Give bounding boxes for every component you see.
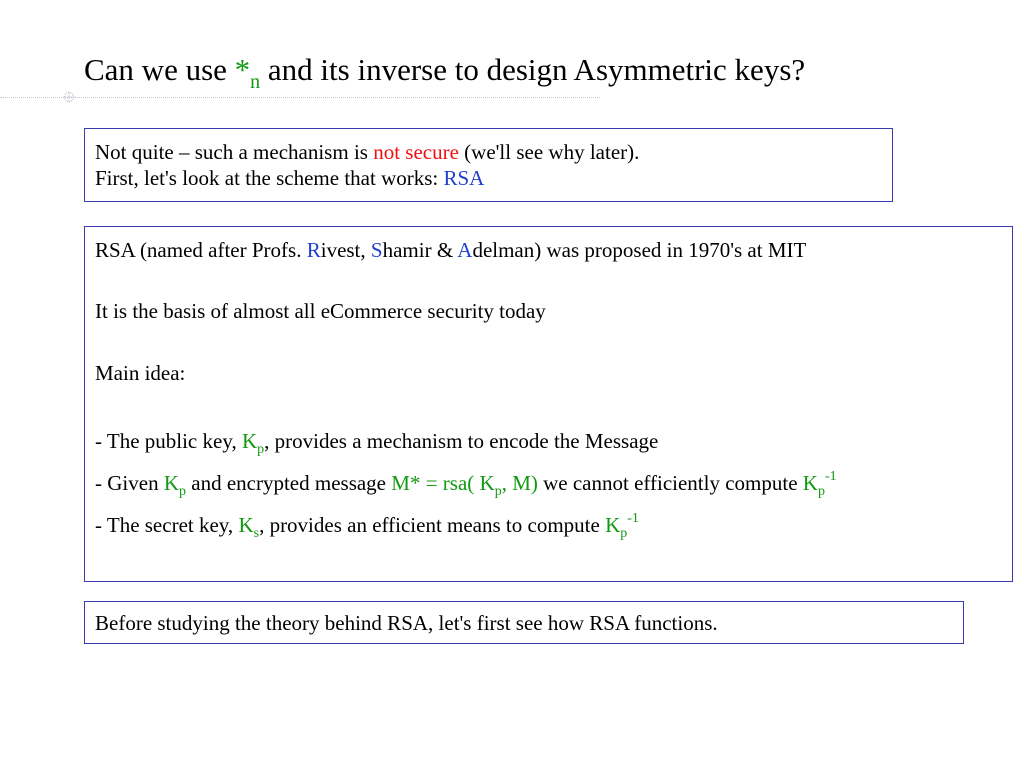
- kp-letter: K: [802, 471, 818, 495]
- kp-subscript: p: [620, 526, 628, 541]
- ks-subscript: s: [253, 526, 260, 541]
- kp-subscript: p: [494, 484, 502, 499]
- inverse-superscript: -1: [627, 511, 639, 526]
- kp-symbol: [241, 429, 265, 457]
- intro-line-1-text: Not quite – such a mechanism is: [95, 140, 374, 164]
- next-step-text: Before studying the theory behind RSA, let's first see how RSA functions.: [95, 611, 718, 635]
- given-mid-text: and encrypted message: [186, 471, 392, 495]
- initial-a: A: [457, 238, 473, 262]
- rsa-named-line: [95, 237, 1012, 263]
- kp-letter: K: [479, 471, 495, 495]
- intro-line-2-text: First, let's look at the scheme that works:: [95, 166, 444, 190]
- given-line: [95, 469, 1012, 499]
- title-pre: Can we use: [84, 52, 235, 87]
- divider-ornament-icon: [63, 91, 75, 103]
- not-secure-highlight: not secure: [373, 140, 459, 164]
- slide-title: [84, 50, 805, 102]
- intro-box: [84, 128, 893, 202]
- given-text: - Given: [95, 471, 164, 495]
- public-key-tail: , provides a mechanism to encode the Message: [264, 429, 659, 453]
- named-text: RSA (named after Profs.: [95, 238, 307, 262]
- rsa-formula-post: , M): [501, 471, 538, 495]
- name-hamir: hamir &: [382, 238, 458, 262]
- next-step-box: [84, 601, 964, 644]
- intro-line-2: [95, 165, 892, 191]
- kp-subscript: p: [817, 484, 825, 499]
- main-idea-line: Main idea:: [95, 361, 186, 385]
- rsa-formula-pre: M* = rsa(: [391, 471, 480, 495]
- ecommerce-line: It is the basis of almost all eCommerce security today: [95, 299, 546, 323]
- title-post: and its inverse to design Asymmetric keys?: [260, 52, 806, 87]
- name-ivest: ivest,: [320, 238, 371, 262]
- secret-key-text: - The secret key,: [95, 513, 239, 537]
- kp-inverse-symbol: [802, 469, 837, 499]
- kp-letter: K: [605, 513, 621, 537]
- kp-letter: K: [163, 471, 179, 495]
- inverse-superscript: -1: [824, 469, 837, 484]
- initial-r: R: [306, 238, 321, 262]
- intro-line-1-tail: (we'll see why later).: [458, 140, 640, 164]
- intro-line-1: [95, 139, 892, 165]
- rsa-explanation-box: [84, 226, 1013, 582]
- rsa-formula: [391, 471, 538, 499]
- public-key-line: [95, 428, 1012, 457]
- rsa-highlight: RSA: [443, 166, 485, 190]
- title-star-subscript: n: [250, 71, 261, 93]
- initial-s: S: [370, 238, 383, 262]
- secret-key-tail: , provides an efficient means to compute: [259, 513, 606, 537]
- title-star-operator: *: [234, 52, 251, 87]
- given-tail: we cannot efficiently compute: [537, 471, 803, 495]
- ks-symbol: [238, 513, 260, 541]
- ks-letter: K: [238, 513, 254, 537]
- kp-subscript: p: [179, 484, 186, 499]
- public-key-text: - The public key,: [95, 429, 242, 453]
- kp-inverse-symbol: [605, 511, 639, 541]
- kp-letter: K: [241, 429, 258, 453]
- name-delman: delman) was proposed in 1970's at MIT: [472, 238, 807, 262]
- title-divider: [0, 97, 600, 98]
- secret-key-line: [95, 511, 1012, 541]
- kp-subscript: p: [257, 442, 265, 457]
- kp-symbol: [163, 471, 186, 499]
